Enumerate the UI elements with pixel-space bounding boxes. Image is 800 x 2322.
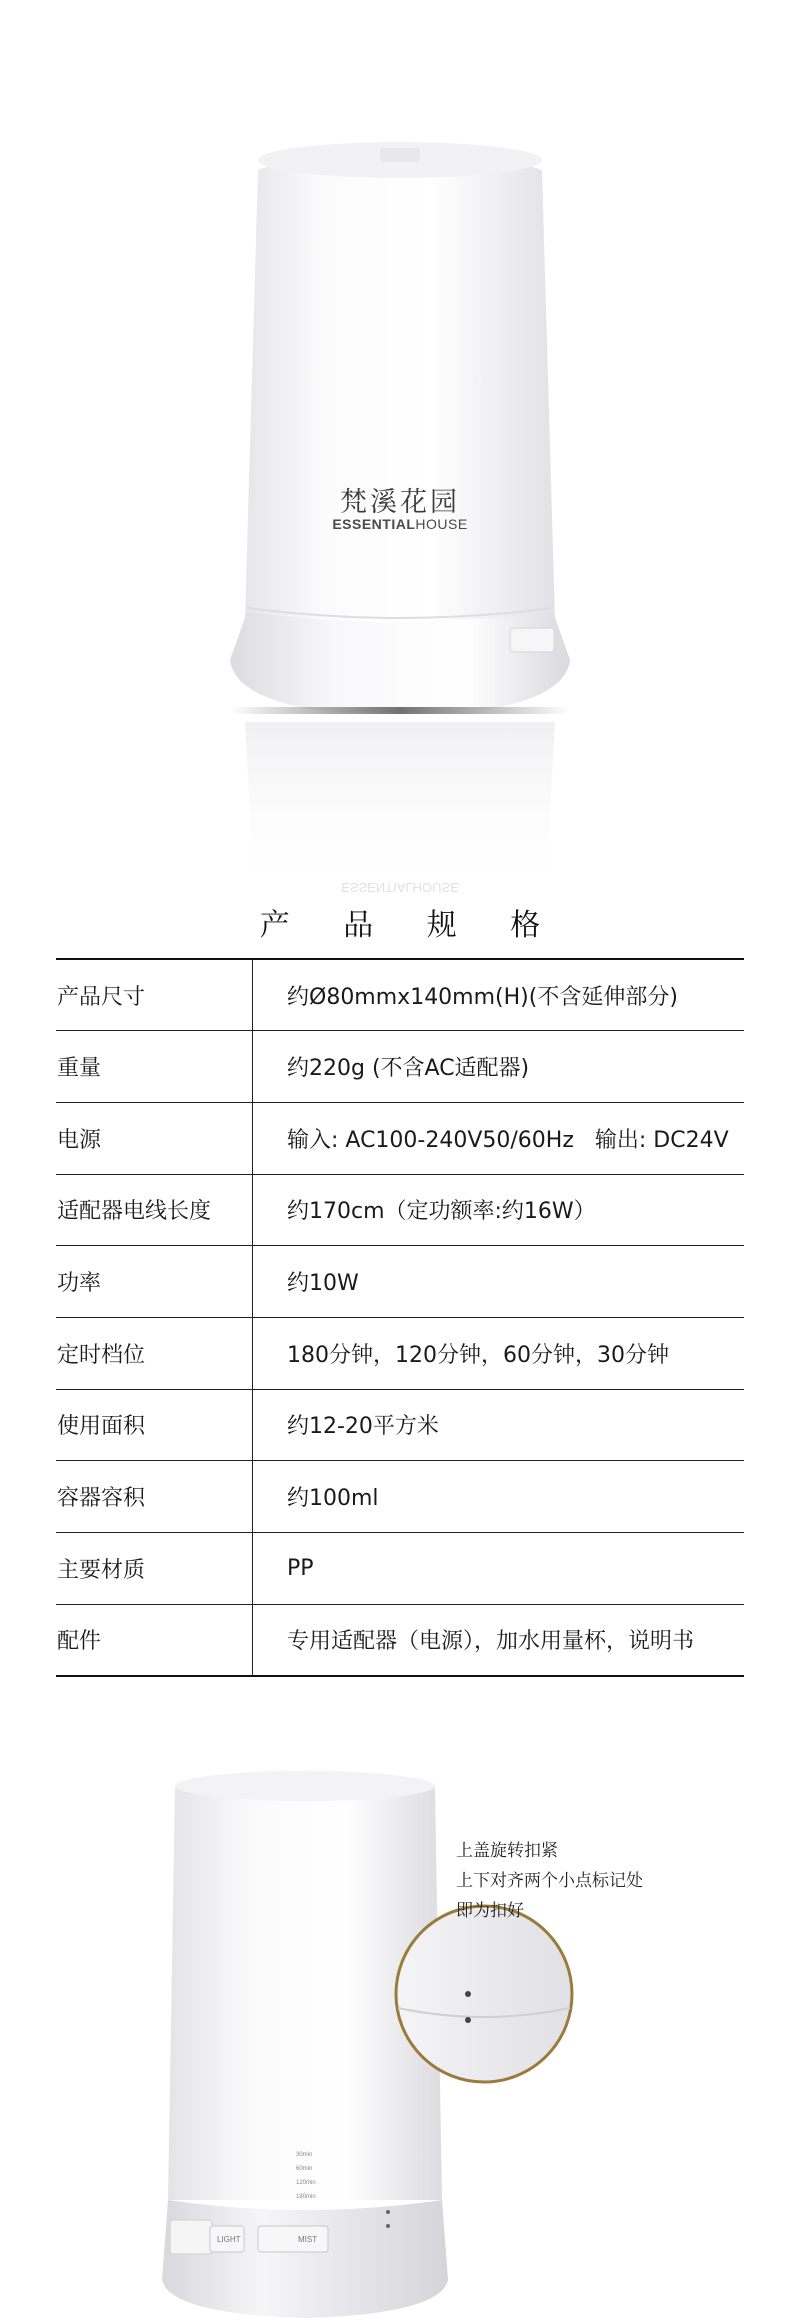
- brand-reflection: [0, 880, 800, 895]
- lid-alignment-detail: [0, 1690, 800, 2322]
- brand-reflection-light: HOUSE: [412, 880, 459, 895]
- table-row: [56, 1174, 744, 1246]
- table-row: [56, 1389, 744, 1461]
- brand-name-light: HOUSE: [415, 516, 468, 532]
- timer-mark: 180min: [296, 2194, 316, 2200]
- spec-label: 产品尺寸: [56, 959, 253, 1031]
- lid-dot-icon: [465, 1991, 471, 1997]
- mist-button-shape: [258, 2226, 328, 2252]
- mist-outlet-icon: [380, 148, 420, 162]
- brand-name-english: [0, 516, 800, 532]
- brand-name-chinese: 梵溪花园: [340, 487, 460, 518]
- spec-value: 180分钟，120分钟，60分钟，30分钟: [253, 1317, 745, 1389]
- indicator-dot-icon: [386, 2210, 390, 2214]
- indicator-dot-icon: [386, 2224, 390, 2228]
- spec-value: 约220g (不含AC适配器): [253, 1031, 745, 1103]
- spec-label: 电源: [56, 1102, 253, 1174]
- spec-value: 约Ø80mmx140mm(H)(不含延伸部分): [253, 959, 745, 1031]
- spec-value: 约12-20平方米: [253, 1389, 745, 1461]
- callout-line: 即为扣好: [456, 1901, 524, 1921]
- spec-label: 使用面积: [56, 1389, 253, 1461]
- base-dot-icon: [465, 2017, 471, 2023]
- spec-value: 专用适配器（电源），加水用量杯，说明书: [253, 1604, 745, 1676]
- light-button: LIGHT: [217, 2235, 241, 2244]
- callout-line: 上盖旋转扣紧: [456, 1841, 558, 1861]
- mist-button: MIST: [298, 2235, 318, 2244]
- spec-table: [56, 958, 744, 1677]
- table-row: [56, 959, 744, 1031]
- table-row: [56, 1246, 744, 1318]
- table-row: [56, 1604, 744, 1676]
- brand-name-bold: ESSENTIAL: [332, 516, 416, 532]
- timer-mark: 60min: [296, 2166, 313, 2172]
- spec-value: 约100ml: [253, 1461, 745, 1533]
- diffuser-illustration: [0, 0, 800, 900]
- spec-title: 产 品 规 格: [259, 908, 563, 943]
- spec-label: 主要材质: [56, 1533, 253, 1605]
- control-strip: [170, 2220, 212, 2254]
- spec-label: 功率: [56, 1246, 253, 1318]
- spec-label: 配件: [56, 1604, 253, 1676]
- zoom-circle: [396, 1906, 572, 2082]
- callout-line: 上下对齐两个小点标记处: [456, 1871, 643, 1891]
- spec-label: 容器容积: [56, 1461, 253, 1533]
- table-row: [56, 1102, 744, 1174]
- table-row: [56, 1031, 744, 1103]
- product-hero: [0, 0, 800, 900]
- control-panel: [510, 628, 554, 652]
- spec-value: 约10W: [253, 1246, 745, 1318]
- timer-mark: 120min: [296, 2180, 316, 2186]
- spec-value: 约170cm（定功额率:约16W）: [253, 1174, 745, 1246]
- spec-label: 适配器电线长度: [56, 1174, 253, 1246]
- spec-value: 输入: AC100-240V50/60Hz 输出: DC24V: [253, 1102, 745, 1174]
- spec-label: 定时档位: [56, 1317, 253, 1389]
- diffuser-side-illustration: [0, 1690, 800, 2322]
- lid-alignment-callout: [456, 1836, 643, 1926]
- spec-value: PP: [253, 1533, 745, 1605]
- brand-reflection-bold: ESSENTIAL: [341, 880, 413, 895]
- timer-mark: 30min: [296, 2152, 313, 2158]
- table-row: [56, 1461, 744, 1533]
- table-row: [56, 1533, 744, 1605]
- spec-label: 重量: [56, 1031, 253, 1103]
- table-row: [56, 1317, 744, 1389]
